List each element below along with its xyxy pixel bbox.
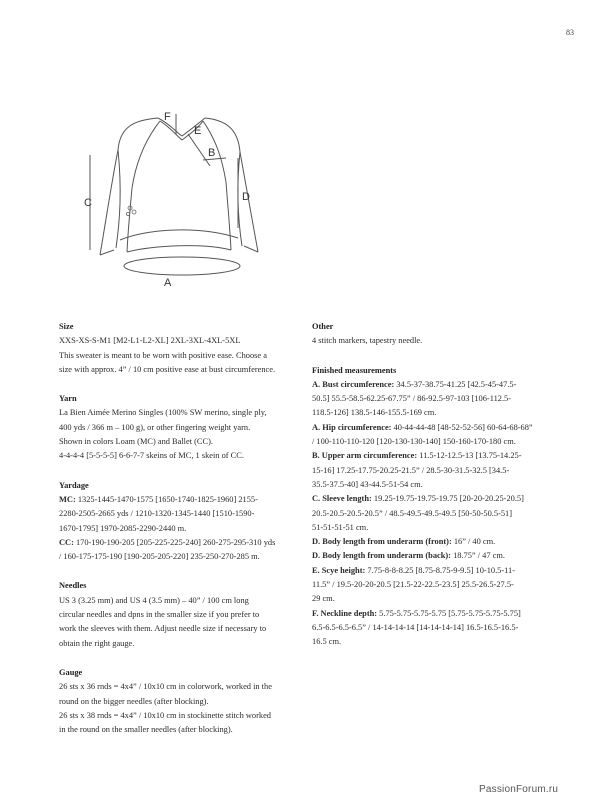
- yardage-heading: Yardage: [59, 480, 89, 490]
- left-raglan-line: [132, 121, 160, 188]
- measurement-continuation: 11.5” / 19.5-20-20-20.5 [21.5-22-22.5-23.5] 25.5-26.5-27.5-: [312, 580, 514, 590]
- left-inner-sleeve: [116, 150, 120, 248]
- right-body-side: [226, 182, 231, 250]
- measurement-item: [312, 564, 552, 607]
- measurement-continuation: 20.5-20.5-20.5-20.5” / 48.5-49.5-49.5-49.5 [50-50-50.5-51]: [312, 508, 513, 518]
- measurement-value: 18.75” / 47 cm.: [450, 551, 505, 561]
- yarn-line: 4-4-4-4 [5-5-5-5] 6-6-7-7 skeins of MC, 1 skein of CC.: [59, 451, 244, 461]
- gauge-line: 26 sts x 38 rnds = 4x4” / 10x10 cm in stockinette stitch worked: [59, 710, 271, 720]
- measurement-item: [312, 492, 552, 535]
- other-section: [312, 320, 552, 349]
- measurement-label: C. Sleeve length:: [312, 494, 372, 504]
- needles-line: US 3 (3.25 mm) and US 4 (3.5 mm) – 40” / 100 cm long: [59, 595, 249, 605]
- measurement-label: A. Bust circumference:: [312, 379, 395, 389]
- label-b: B: [208, 147, 216, 159]
- yarn-line: 400 yds / 366 m – 100 g), or other fingering weight yarn.: [59, 422, 251, 432]
- yardage-section: [59, 479, 299, 565]
- label-c: C: [84, 197, 92, 209]
- needles-line: circular needles and dpns in the smaller size if you prefer to: [59, 610, 260, 620]
- watermark: PassionForum.ru: [479, 784, 559, 795]
- dim-line-e: [188, 134, 210, 166]
- measurement-first-line: [312, 492, 552, 506]
- other-heading: Other: [312, 322, 334, 331]
- measurement-label: D. Body length from underarm (front):: [312, 537, 452, 547]
- gauge-line: in the round on the smaller needles (after blocking).: [59, 725, 233, 735]
- measurement-value: 16” / 40 cm.: [451, 537, 496, 547]
- size-heading: Size: [59, 322, 74, 331]
- measurement-first-line: [312, 421, 552, 435]
- measurement-continuation: 16.5 cm.: [312, 637, 342, 647]
- yardage-mc-line: [59, 493, 299, 507]
- measurement-list: [312, 378, 552, 650]
- measurement-continuation: / 100-110-110-120 [120-130-130-140] 150-160-170-180 cm.: [312, 437, 516, 447]
- left-cuff: [100, 250, 114, 255]
- yardage-cc-line: [59, 536, 299, 550]
- right-cuff: [244, 246, 258, 252]
- measurement-value: 19.25-19.75-19.75-19.75 [20-20-20.25-20.5]: [371, 494, 524, 504]
- yardage-line: 1670-1795] 1970-2085-2290-2440 m.: [59, 523, 187, 533]
- measurement-value: 34.5-37-38.75-41.25 [42.5-45-47.5-: [394, 379, 517, 389]
- measurement-label: A. Hip circumference:: [312, 422, 392, 432]
- mc-first: 1325-1445-1470-1575 [1650-1740-1825-1960] 2155-: [75, 494, 258, 504]
- measurement-first-line: [312, 549, 552, 563]
- gauge-line: 26 sts x 36 rnds = 4x4” / 10x10 cm in colorwork, worked in the: [59, 682, 272, 692]
- finished-measurements-section: [312, 364, 552, 650]
- gauge-heading: Gauge: [59, 667, 83, 677]
- measurement-value: 40-44-44-48 [48-52-52-56] 60-64-68-68”: [391, 422, 533, 432]
- measurement-item: [312, 607, 552, 650]
- front-hem: [120, 230, 238, 240]
- measurement-continuation: 51-51-51-51 cm.: [312, 522, 369, 532]
- measurement-continuation: 35.5-37.5-40] 43-44.5-51-54 cm.: [312, 479, 423, 489]
- measurement-item: [312, 449, 552, 492]
- needles-line: obtain the right gauge.: [59, 638, 135, 648]
- size-line: This sweater is meant to be worn with positive ease. Choose a: [59, 350, 267, 360]
- measurement-value: 5.75-5.75-5.75-5.75 [5.75-5.75-5.75-5.75]: [377, 608, 521, 618]
- label-e: E: [194, 125, 202, 137]
- label-d: D: [242, 191, 250, 203]
- left-column: [59, 320, 299, 752]
- yarn-line: Shown in colors Loam (MC) and Ballet (CC).: [59, 437, 213, 447]
- right-column: [312, 320, 552, 665]
- yardage-line: 2280-2505-2665 yds / 1210-1320-1345-1440 [1510-1590-: [59, 509, 255, 519]
- measurement-item: [312, 535, 552, 549]
- measurement-item: [312, 549, 552, 563]
- sweater-schematic: [70, 100, 290, 295]
- measurement-continuation: 50.5] 55.5-58.5-62.25-67.75” / 86-92.5-97-103 [106-112.5-: [312, 394, 512, 404]
- measurement-item: [312, 378, 552, 421]
- yardage-line: / 160-175-175-190 [190-205-205-220] 235-250-270-285 m.: [59, 552, 260, 562]
- left-sleeve-outer: [100, 118, 158, 255]
- size-section: [59, 320, 299, 377]
- label-f: F: [164, 111, 171, 123]
- measurement-label: E. Scye height:: [312, 565, 366, 575]
- needles-section: [59, 579, 299, 650]
- needles-heading: Needles: [59, 581, 87, 591]
- gauge-section: [59, 666, 299, 737]
- cc-first: 170-190-190-205 [205-225-225-240] 260-275-295-310 yds: [73, 537, 276, 547]
- bust-ellipse: [124, 257, 240, 275]
- colorwork-motif: [126, 206, 136, 216]
- measurement-first-line: [312, 535, 552, 549]
- gauge-line: round on the bigger needles (after blocking).: [59, 696, 209, 706]
- measurement-label: B. Upper arm circumference:: [312, 451, 418, 461]
- page-number: 83: [566, 28, 574, 37]
- measurement-value: 11.5-12-12.5-13 [13.75-14.25-: [417, 451, 522, 461]
- measurement-first-line: [312, 449, 552, 463]
- yarn-section: [59, 392, 299, 463]
- needles-line: work the sleeves with them. Adjust needle size if necessary to: [59, 624, 267, 634]
- measurement-continuation: 6.5-6.5-6.5-6.5” / 14-14-14-14 [14-14-14-14] 16.5-16.5-16.5-: [312, 622, 519, 632]
- yarn-line: La Bien Aimée Merino Singles (100% SW merino, single ply,: [59, 408, 267, 418]
- measurement-first-line: [312, 378, 552, 392]
- measurement-first-line: [312, 564, 552, 578]
- cc-label: CC:: [59, 537, 74, 547]
- left-body-side: [127, 188, 132, 252]
- size-line: XXS-XS-S-M1 [M2-L1-L2-XL] 2XL-3XL-4XL-5XL: [59, 336, 241, 346]
- measurement-continuation: 15-16] 17.25-17.75-20.25-21.5” / 28.5-30-31.5-32.5 [34.5-: [312, 465, 510, 475]
- mc-label: MC:: [59, 494, 76, 504]
- measurement-first-line: [312, 607, 552, 621]
- size-line: size with approx. 4” / 10 cm positive ease at bust circumference.: [59, 364, 276, 374]
- back-hem: [127, 246, 231, 252]
- finished-heading: Finished measurements: [312, 365, 397, 375]
- measurement-continuation: 118.5-126] 138.5-146-155.5-169 cm.: [312, 408, 437, 418]
- measurement-item: [312, 421, 552, 450]
- measurement-label: D. Body length from underarm (back):: [312, 551, 451, 561]
- label-a: A: [164, 277, 172, 289]
- measurement-label: F. Neckline depth:: [312, 608, 378, 618]
- measurement-value: 7.75-8-8-8.25 [8.75-8.75-9-9.5] 10-10.5-11-: [365, 565, 515, 575]
- yarn-heading: Yarn: [59, 394, 77, 404]
- measurement-continuation: 29 cm.: [312, 594, 335, 604]
- other-line: 4 stitch markers, tapestry needle.: [312, 336, 423, 346]
